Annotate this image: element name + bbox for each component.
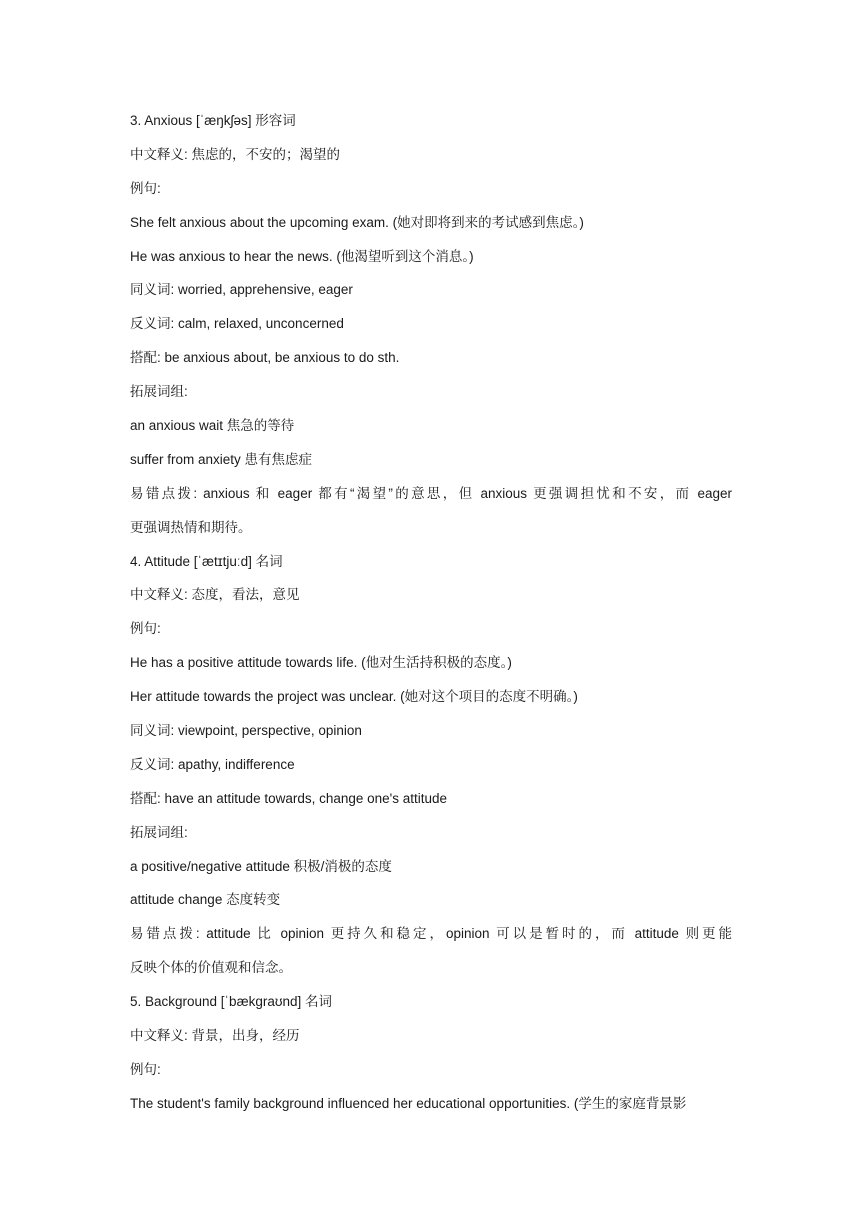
definition-line: 中文释义: 焦虑的，不安的；渴望的 — [130, 146, 341, 162]
example-sentence: The student's family background influenced her educational opportunities. (学生的家庭背景影 — [130, 1095, 687, 1111]
definition-line: 中文释义: 背景，出身，经历 — [130, 1028, 300, 1044]
usage-note: 易错点拨: anxious 和 eager 都有“渴望”的意思，但 anxious 更强调担忧和不安，而 eager — [130, 485, 732, 501]
antonyms-line: 反义词: calm, relaxed, unconcerned — [130, 316, 344, 332]
usage-note-continued: 更强调热情和期待。 — [130, 519, 252, 535]
phrase-item: suffer from anxiety 患有焦虑症 — [130, 451, 313, 467]
phrase-item: an anxious wait 焦急的等待 — [130, 418, 295, 434]
synonyms-line: 同义词: viewpoint, perspective, opinion — [130, 723, 362, 739]
examples-label: 例句: — [130, 180, 161, 196]
examples-label: 例句: — [130, 1061, 161, 1077]
document-body — [130, 110, 732, 1127]
collocations-line: 搭配: have an attitude towards, change one's attitude — [130, 790, 448, 806]
synonyms-line: 同义词: worried, apprehensive, eager — [130, 282, 353, 298]
phrases-label: 拓展词组: — [130, 824, 188, 840]
phrases-label: 拓展词组: — [130, 384, 188, 400]
example-sentence: He was anxious to hear the news. (他渴望听到这个消息。) — [130, 248, 474, 264]
example-sentence: Her attitude towards the project was unclear. (她对这个项目的态度不明确。) — [130, 689, 578, 705]
example-sentence: She felt anxious about the upcoming exam. (她对即将到来的考试感到焦虑。) — [130, 214, 584, 230]
examples-label: 例句: — [130, 621, 161, 637]
example-sentence: He has a positive attitude towards life. (他对生活持积极的态度。) — [130, 655, 512, 671]
antonyms-line: 反义词: apathy, indifference — [130, 756, 295, 772]
entry-heading: 4. Attitude [ˈætɪtjuːd] 名词 — [130, 553, 283, 569]
usage-note: 易错点拨: attitude 比 opinion 更持久和稳定，opinion 可以是暂时的，而 attitude 则更能 — [130, 926, 732, 942]
entry-heading: 3. Anxious [ˈæŋkʃəs] 形容词 — [130, 113, 296, 128]
phrase-item: a positive/negative attitude 积极/消极的态度 — [130, 858, 392, 874]
usage-note-continued: 反映个体的价值观和信念。 — [130, 960, 292, 976]
entry-heading: 5. Background [ˈbækɡraʊnd] 名词 — [130, 994, 333, 1010]
collocations-line: 搭配: be anxious about, be anxious to do sth. — [130, 350, 400, 366]
definition-line: 中文释义: 态度，看法，意见 — [130, 587, 300, 603]
phrase-item: attitude change 态度转变 — [130, 892, 281, 908]
